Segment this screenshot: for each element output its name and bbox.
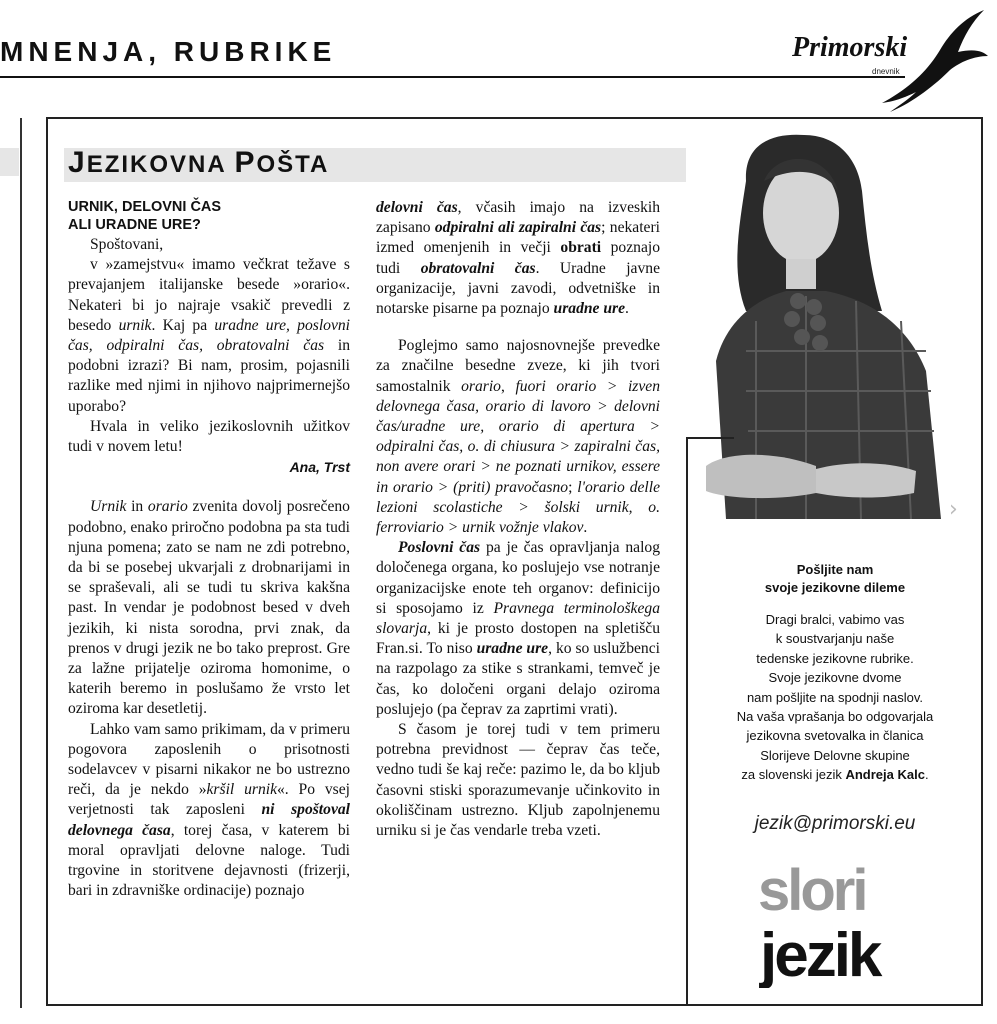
answer-paragraph-2-start: Lahko vam samo prikimam, da v primeru pogovora zaposlenih o prisotnosti sodelavcev v pisarni nikakor ne bo ustrezno reči, da je nekdo »kršil urnik«. Po vsej verjetnosti tak zaposleni ni spoštoval delovnega časa, torej časa, v katerem bi moral opravljati delovne naloge. Tudi trgovine in storitvene dejavnosti (frizerji, bari in zdravniške ordinacije) poznajo <box>68 720 350 900</box>
neighbor-column-border <box>20 118 22 1008</box>
contact-email-link[interactable]: jezik@primorski.eu <box>754 813 916 834</box>
title-cap-1: J <box>68 146 87 179</box>
title-cap-2: P <box>234 146 257 179</box>
article-column-1 <box>68 198 350 902</box>
author-portrait-illustration <box>686 121 981 519</box>
logo-line-1: slori <box>758 858 866 923</box>
primorski-logo[interactable] <box>792 30 997 120</box>
neighbor-column-band <box>0 148 19 176</box>
logo-line-2: jezik <box>760 921 880 988</box>
chevron-right-icon: › <box>949 497 958 522</box>
answer-paragraph-3: Poglejmo samo najosnovnejše prevedke za značilne besedne zveze, ki jih tvori samostalnik orario, fuori orario > izven delovnega časa, orario di lavoro > delovni čas/uradne ure, orario di apertura > odpiralni čas, o. di chiusura > zapiralni čas, non avere orari > ne poznati urnikov, essere in orario > (priti) pravočasno; l'orario delle lezioni scolastiche > šolski urnik, o. ferroviario > urnik vožnje vlakov. <box>376 337 660 537</box>
headline-line-2: ALI URADNE URE? <box>68 217 201 233</box>
question-headline <box>68 198 350 234</box>
author-photo <box>686 121 981 519</box>
title-rest-2: OŠTA <box>256 151 330 178</box>
article-title <box>68 146 329 180</box>
article-column-2 <box>376 198 660 841</box>
headline-line-1: URNIK, DELOVNI ČAS <box>68 199 222 215</box>
answer-paragraph-2-cont: delovni čas, včasih imajo na izveskih zapisano odpiralni ali zapiralni čas; nekateri izmed omenjenih in večji obrati poznajo tudi obratovalni čas. Uradne javne organizacije, javni zavodi, odvetniške in notarske pisarne pa poznajo uradne ure. <box>376 199 660 318</box>
slori-jezik-logo <box>748 858 928 988</box>
title-rest-1: EZIKOVNA <box>86 151 235 178</box>
sidebar-title: Pošljite nam svoje jezikovne dileme <box>764 562 906 595</box>
answer-paragraph-5: S časom je torej tudi v tem primeru potrebna previdnost — čeprav čas teče, vedno tudi še kaj reče: pazimo le, da bo kljub časovni stiski sporazumevanje učinkovito in okoliščinam ustrezno. Kljub zapolnjenemu urniku si je čas vendarle treba vzeti. <box>376 721 660 840</box>
answer-paragraph-1: Urnik in orario zvenita dovolj posrečeno podobno, enako priročno podobna pa sta tudi njuna pomena; zato se nam ne zdi potrebno, da bi se posebej ukvarjali z drobnarijami in se spraševali, ali se tudi tu skriva kakšna past. In vendar je podobnost besed v dveh jezikih, ki nista sorodna, prvi znak, da prenos v drugi jezik ne bo tako preprost. Gre za lažne prijatelje oziroma homonime, o katerih beremo in poslušamo že vrsto let oziroma kar desetletij. <box>68 498 350 718</box>
letter-paragraph-1: v »zamejstvu« imamo večkrat težave s prevajanjem italijanske besede »orario«. Nekateri bi jo najraje vsakič prevedli z besedo urnik. Kaj pa uradne ure, poslovni čas, odpiralni čas, obratovalni čas in podobni izrazi? Bi nam, prosim, pojasnili razlike med njimi in njihovo najprimernejšo uporabo? <box>68 256 351 415</box>
sidebar-border <box>686 437 688 1006</box>
header-rule <box>0 76 905 78</box>
sidebar-body: Dragi bralci, vabimo vas k soustvarjanju naše tedenske jezikovne rubrike. Svoje jezikovne dvome nam pošljite na spodnji naslov. Na vaša vprašanja bo odgovarjala jezikovna svetovalka in članica Slorijeve Delovne skupine za slovenski jezik Andreja Kalc. <box>736 612 934 783</box>
answer-paragraph-4: Poslovni čas pa je čas opravljanja nalog določenega organa, ko poslujejo vse notranje organizacijske enote teh organov: definicijo si sposojamo iz Pravnega terminološkega slovarja, ki je prosto dostopen na spletišču Fran.si. To niso uradne ure, ko so uslužbenci na razpolago za stike s strankami, temveč je čas, ko določeni organi delajo oziroma poslujejo (pa čeprav za zaprtimi vrati). <box>376 539 660 718</box>
salutation: Spoštovani, <box>90 236 164 253</box>
author-name: Andreja Kalc <box>845 767 925 783</box>
letter-paragraph-2: Hvala in veliko jezikoslovnih užitkov tudi v novem letu! <box>68 417 350 456</box>
sidebar-border-top <box>686 437 734 439</box>
seagull-icon <box>880 8 990 118</box>
section-header: MNENJA, RUBRIKE <box>0 36 337 67</box>
logo-sub: dnevnik <box>872 67 900 76</box>
logo-name: Primorski <box>792 32 908 63</box>
letter-signature: Ana, Trst <box>289 459 350 476</box>
